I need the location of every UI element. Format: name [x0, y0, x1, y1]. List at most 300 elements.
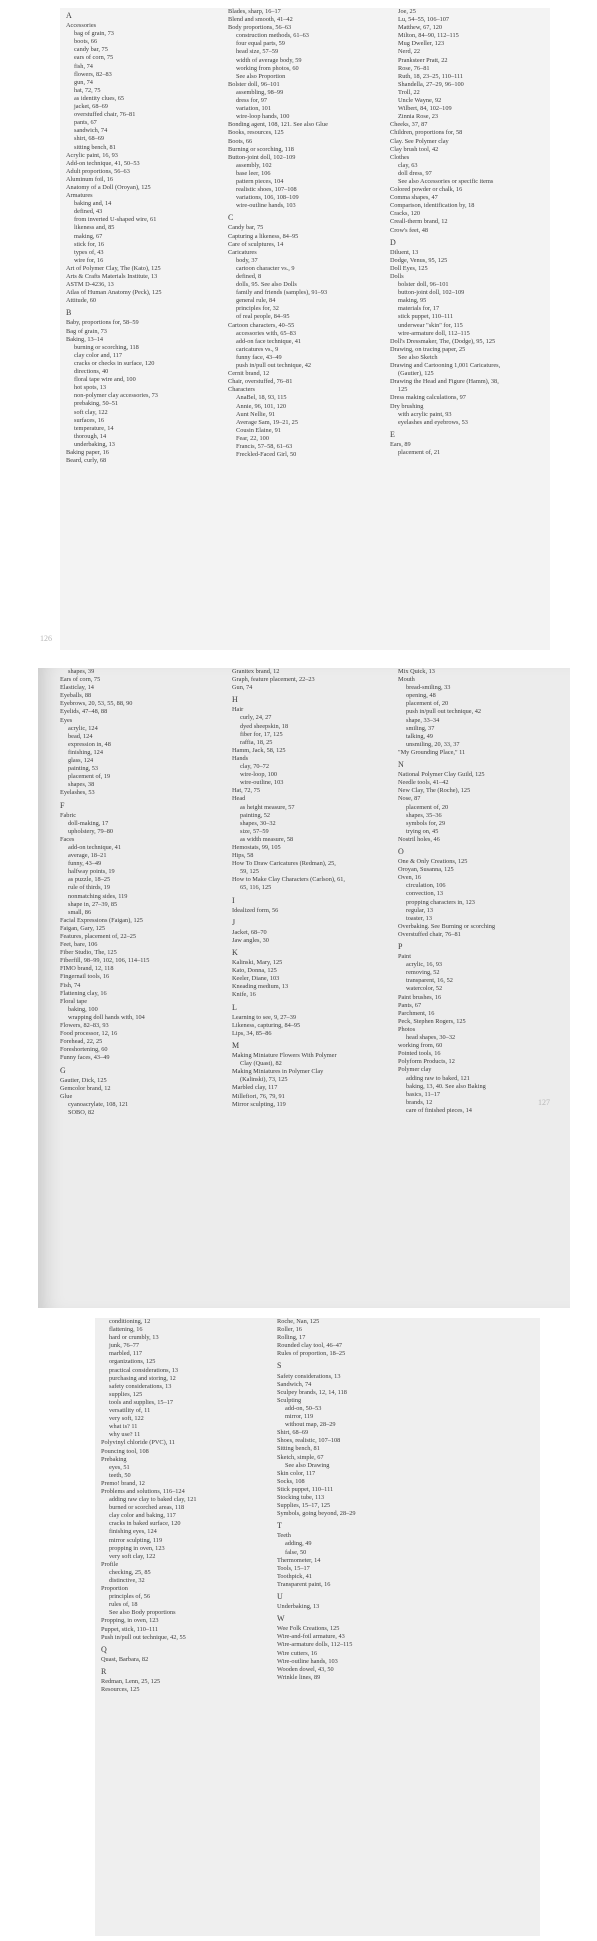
index-subentry: Milton, 84–90, 112–115 — [398, 32, 459, 40]
index-entry: Creall-therm brand, 12 — [390, 218, 448, 226]
index-entry: Problems and solutions, 116–124 — [101, 1487, 185, 1495]
index-page-126 — [40, 8, 550, 650]
index-subentry: toaster, 13 — [406, 914, 432, 922]
index-letter-heading: L — [232, 1002, 237, 1012]
index-subentry: accessories with, 65–83 — [236, 329, 296, 337]
index-entry: Blend and smooth, 41–42 — [228, 16, 293, 24]
index-entry: Hair — [232, 706, 244, 714]
index-column — [232, 668, 345, 1109]
index-entry: Burning or scorching, 118 — [228, 145, 294, 153]
index-subentry: regular, 13 — [406, 906, 434, 914]
index-entry: Eyelashes, 53 — [60, 789, 95, 797]
index-subentry: Nerd, 22 — [398, 48, 421, 56]
index-entry: Gautier, Dick, 125 — [60, 1076, 107, 1084]
index-letter-heading: K — [232, 948, 238, 957]
index-column — [60, 668, 149, 1117]
index-subentry: cracks or checks in surface, 120 — [74, 359, 155, 367]
index-entry: Peck, Stephen Rogers, 125 — [398, 1017, 466, 1025]
index-subentry: mirror sculpting, 119 — [109, 1536, 163, 1544]
index-entry: Pointed tools, 16 — [398, 1050, 441, 1058]
index-entry: Supplies, 15–17, 125 — [277, 1502, 331, 1510]
index-entry: Sitting bench, 81 — [277, 1445, 320, 1453]
index-entry: Books, resources, 125 — [228, 129, 284, 137]
index-subentry: Rose, 76–81 — [398, 64, 430, 72]
index-subentry: versatility of, 11 — [109, 1407, 151, 1415]
index-entry: Puppet, stick, 110–111 — [101, 1625, 159, 1633]
index-subentry: organizations, 125 — [109, 1358, 156, 1366]
index-entry: Ears of corn, 75 — [60, 676, 101, 684]
index-entry: Clothes — [390, 153, 410, 161]
index-subentry: checking, 25, 85 — [109, 1568, 151, 1576]
index-entry: Eyelids, 47–48, 88 — [60, 708, 108, 716]
index-entry: Underbaking, 13 — [277, 1603, 320, 1611]
index-subentry: jacket, 68–69 — [74, 103, 108, 111]
index-entry: Boots, 66 — [228, 137, 253, 145]
index-subentry: very soft clay, 122 — [109, 1552, 156, 1560]
index-subentry: as identity clues, 65 — [74, 94, 125, 102]
index-letter-heading: Q — [101, 1644, 107, 1654]
index-subentry: placement of, 20 — [406, 803, 449, 811]
index-subentry: dress for, 97 — [236, 97, 268, 105]
index-subentry: doll dress, 97 — [398, 169, 432, 177]
index-entry: Pants, 67 — [398, 1001, 422, 1009]
index-letter-heading: A — [66, 11, 72, 20]
index-entry: Polymer clay — [398, 1066, 432, 1074]
index-subentry: burning or scorching, 118 — [74, 343, 139, 351]
index-subentry: variations, 106, 108–109 — [236, 194, 299, 202]
index-subentry: talking, 49 — [406, 732, 433, 740]
index-entry: Bolster doll, 96–101 — [228, 80, 280, 88]
index-entry: Colored powder or chalk, 16 — [390, 186, 463, 194]
index-entry: Capturing a likeness, 84–95 — [228, 232, 299, 240]
index-entry: Photos — [398, 1025, 416, 1033]
index-entry: Cernit brand, 12 — [228, 370, 270, 378]
index-subentry: shirt, 68–69 — [74, 135, 105, 143]
index-subentry: assembly, 102 — [236, 161, 272, 169]
index-subentry: funny face, 43–49 — [236, 353, 282, 361]
index-subentry: Freckled-Faced Girl, 50 — [236, 451, 297, 459]
index-entry: Jacket, 68–70 — [232, 928, 267, 936]
index-subentry: wire-loop, 100 — [240, 771, 278, 779]
index-column — [277, 1318, 356, 1682]
index-subentry: underwear "skin" for, 115 — [398, 321, 463, 329]
index-entry: Sandwich, 74 — [277, 1380, 312, 1388]
index-subentry: clay color and baking, 117 — [109, 1512, 176, 1520]
index-subentry: junk, 76–77 — [109, 1342, 140, 1350]
index-entry: Polyvinyl chloride (PVC), 11 — [101, 1439, 175, 1447]
index-subentry: hot spots, 13 — [74, 384, 107, 392]
index-entry: Roller, 16 — [277, 1326, 302, 1334]
index-subentry: caricatures vs., 9 — [236, 345, 279, 353]
index-subentry: bread-smiling, 33 — [406, 684, 451, 692]
index-entry: Flowers, 82–83, 93 — [60, 1022, 109, 1030]
index-entry: Hemostats, 99, 105 — [232, 843, 281, 851]
index-entry: Learning to see, 9, 27–39 — [232, 1013, 297, 1021]
index-subentry: transparent, 16, 52 — [406, 977, 453, 985]
index-entry: Acrylic paint, 16, 93 — [66, 151, 118, 159]
index-entry: Clay. See Polymer clay — [390, 137, 449, 145]
index-entry: Drawing, on tracing paper, 25 — [390, 345, 466, 353]
index-column — [390, 8, 500, 457]
index-subentry: boots, 66 — [74, 38, 98, 46]
index-subentry: materials for, 17 — [398, 305, 440, 313]
index-subentry: ears of corn, 75 — [74, 54, 114, 62]
index-subentry: prebaking, 50–51 — [74, 400, 119, 408]
index-subentry: why use? 11 — [109, 1431, 141, 1439]
index-entry: Baby, proportions for, 58–59 — [66, 319, 139, 327]
index-subentry: clay, 70–72 — [240, 763, 269, 771]
index-entry: Premo! brand, 12 — [101, 1479, 145, 1487]
index-entry: Fingernail tools, 16 — [60, 973, 110, 981]
index-subentry: smiling, 37 — [406, 724, 435, 732]
index-letter-heading: C — [228, 213, 234, 223]
index-entry: Cheeks, 37, 87 — [390, 121, 428, 129]
index-subentry: purchasing and storing, 12 — [109, 1374, 176, 1382]
index-subentry: tools and supplies, 15–17 — [109, 1398, 174, 1406]
index-subentry: See also Proportion — [236, 72, 286, 80]
index-entry: Faces — [60, 835, 75, 843]
index-subentry: construction methods, 61–63 — [236, 32, 309, 40]
index-subentry: working from photos, 60 — [236, 64, 299, 72]
index-subentry: temperature, 14 — [74, 424, 114, 432]
index-entry: Cracks, 120 — [390, 210, 421, 218]
index-entry: Eyeballs, 88 — [60, 692, 92, 700]
index-entry: Nose, 87 — [398, 795, 421, 803]
index-subentry: head shapes, 30–32 — [406, 1034, 456, 1042]
index-subentry: bag of grain, 73 — [74, 30, 114, 38]
index-subentry: funny, 43–49 — [68, 860, 102, 868]
index-subentry: Aunt Nellie, 91 — [236, 410, 275, 418]
index-entry: Kato, Donna, 125 — [232, 967, 277, 975]
index-entry: New Clay, The (Roche), 125 — [398, 787, 471, 795]
index-entry: Push in/pull out technique, 42, 55 — [101, 1633, 186, 1641]
index-subentry: clay color and, 117 — [74, 351, 123, 359]
index-subentry: shape in, 27–39, 85 — [68, 900, 118, 908]
index-entry: Sketch, simple, 67 — [277, 1453, 324, 1461]
index-subentry: convection, 13 — [406, 890, 444, 898]
index-subentry: width of average body, 59 — [236, 56, 302, 64]
index-entry: Hat, 72, 75 — [232, 787, 260, 795]
index-subentry: types of, 43 — [74, 248, 104, 256]
index-entry: Anatomy of a Doll (Oroyan), 125 — [66, 183, 151, 191]
index-subentry: Joe, 25 — [398, 8, 416, 15]
index-subentry: four equal parts, 59 — [236, 40, 285, 48]
index-entry: Knife, 16 — [232, 991, 256, 999]
index-subentry: finishing eyes, 124 — [109, 1528, 157, 1536]
index-subentry: distinctive, 32 — [109, 1577, 145, 1584]
index-entry: Making Miniatures in Polymer Clay — [232, 1068, 324, 1076]
index-subentry: shapes, 30–32 — [240, 819, 276, 827]
index-entry: Accessories — [66, 22, 97, 30]
index-subentry: placement of, 19 — [68, 773, 111, 781]
index-subentry: circulation, 106 — [406, 882, 446, 890]
index-subentry: mirror, 119 — [285, 1413, 314, 1421]
index-entry: Stick puppet, 110–111 — [277, 1485, 334, 1493]
index-entry: Wooden dowel, 43, 50 — [277, 1665, 334, 1673]
index-entry: Dry brushing — [390, 402, 424, 410]
index-subentry: propping in oven, 123 — [109, 1544, 165, 1552]
index-subentry: See also Accessories or specific items — [398, 177, 494, 185]
index-subentry: gun, 74 — [74, 78, 93, 86]
index-letter-heading: P — [398, 942, 403, 951]
index-letter-heading: U — [277, 1592, 283, 1601]
index-entry: Fiberfill, 98–99, 102, 106, 114–115 — [60, 957, 150, 965]
index-entry: Prebaking — [101, 1455, 127, 1463]
index-entry: Skin color, 117 — [277, 1469, 316, 1477]
index-letter-heading: D — [390, 237, 396, 247]
index-subentry: nonmatching sides, 119 — [68, 892, 128, 900]
index-subentry: supplies, 125 — [109, 1390, 143, 1398]
index-subentry: doll-making, 17 — [68, 819, 109, 827]
index-entry: Blades, sharp, 16–17 — [228, 8, 281, 15]
index-entry: Mirror sculpting, 119 — [232, 1100, 286, 1108]
index-subentry: shape, 33–34 — [406, 716, 440, 724]
index-entry: Pouncing tool, 108 — [101, 1447, 149, 1455]
index-subentry: directions, 40 — [74, 368, 109, 376]
index-letter-heading: S — [277, 1361, 282, 1371]
index-subentry: realistic shoes, 107–108 — [236, 186, 297, 194]
index-subentry: hard or crumbly, 13 — [109, 1334, 159, 1342]
index-subentry: rules of, 18 — [109, 1601, 138, 1609]
index-subentry: stick for, 16 — [74, 240, 105, 248]
index-entry: Hamm, Jack, 58, 125 — [232, 746, 286, 754]
index-entry: Atlas of Human Anatomy (Peck), 125 — [66, 289, 162, 297]
index-entry: Art of Polymer Clay, The (Kato), 125 — [66, 264, 161, 272]
index-subentry: acrylic, 16, 93 — [406, 961, 443, 969]
index-entry: Graph, feature placement, 22–23 — [232, 676, 315, 684]
index-letter-heading: B — [66, 308, 72, 318]
index-entry: How to Make Clay Characters (Carlson), 61, — [232, 876, 345, 884]
index-subentry: as width measure, 58 — [240, 835, 294, 843]
index-subentry: dyed sheepskin, 18 — [240, 722, 289, 730]
index-subentry: cyanoacrylate, 108, 121 — [68, 1100, 129, 1108]
index-subentry: shapes, 39 — [68, 668, 95, 675]
index-subentry: false, 50 — [285, 1548, 307, 1556]
index-subentry: eyelashes and eyebrows, 53 — [398, 418, 468, 426]
index-entry: Forehead, 22, 25 — [60, 1038, 103, 1046]
index-subentry: principles of, 56 — [109, 1593, 151, 1601]
index-subentry: painting, 53 — [68, 765, 99, 773]
index-subentry: bead, 124 — [68, 732, 93, 740]
index-subentry: Cousin Elaine, 91 — [236, 426, 281, 434]
index-subentry: Fear, 22, 100 — [236, 434, 269, 442]
index-subentry: baking, 13, 40. See also Baking — [406, 1082, 486, 1090]
index-entry: Profile — [101, 1560, 119, 1568]
index-entry: Eyebrows, 20, 53, 55, 88, 90 — [60, 700, 133, 708]
index-entry: Faigan, Gary, 125 — [60, 924, 106, 932]
index-subentry: brands, 12 — [406, 1098, 433, 1106]
index-entry: Wire-armature dolls, 112–115 — [277, 1641, 353, 1649]
index-subentry: base leer, 106 — [236, 169, 271, 177]
index-entry: Foreshortening, 60 — [60, 1046, 108, 1054]
index-subentry: very soft, 122 — [109, 1415, 144, 1423]
index-entry: Rolling, 17 — [277, 1334, 306, 1342]
index-subentry: flowers, 82–83 — [74, 70, 112, 78]
index-entry: Feet, bare, 106 — [60, 941, 98, 949]
index-subentry: adding raw to baked, 121 — [406, 1074, 470, 1082]
index-subentry: average, 18–21 — [68, 852, 107, 860]
index-subentry: halfway points, 19 — [68, 868, 115, 876]
index-entry: Fabric — [60, 811, 77, 819]
index-entry: Shoes, realistic, 107–108 — [277, 1437, 341, 1445]
index-subentry: from inverted U-shaped wire, 61 — [74, 216, 157, 224]
index-entry: Rounded clay tool, 46–47 — [277, 1342, 343, 1350]
index-entry: Chair, overstuffed, 76–81 — [228, 378, 293, 386]
index-subentry: safety considerations, 13 — [109, 1382, 172, 1390]
index-subentry: placement of, 21 — [398, 448, 441, 456]
index-entry: Making Miniature Flowers With Polymer — [232, 1052, 337, 1060]
index-entry: Wrinkle lines, 89 — [277, 1673, 321, 1681]
index-subentry: propping characters in, 123 — [406, 898, 475, 906]
index-subentry: head size, 57–59 — [236, 48, 279, 56]
index-subentry: watercolor, 52 — [406, 985, 443, 993]
index-entry: Polyform Products, 12 — [398, 1058, 455, 1066]
index-entry: Adult proportions, 56–63 — [66, 167, 130, 175]
index-entry: Symbols, going beyond, 28–29 — [277, 1510, 356, 1518]
index-subentry: fiber for, 17, 125 — [240, 730, 283, 738]
index-subentry: dolls, 95. See also Dolls — [236, 281, 297, 289]
index-subentry: making, 67 — [74, 232, 103, 240]
index-subentry: fish, 74 — [74, 62, 93, 70]
index-subentry: practical considerations, 13 — [109, 1366, 179, 1374]
index-entry: Safety considerations, 13 — [277, 1372, 341, 1380]
index-subentry: family and friends (samples), 91–93 — [236, 289, 328, 297]
index-subentry: flattening, 16 — [109, 1326, 143, 1334]
index-column — [101, 1318, 197, 1694]
index-entry: Resources, 125 — [101, 1686, 140, 1694]
index-subentry: Troll, 22 — [398, 88, 420, 96]
index-entry: Floral tape — [60, 997, 88, 1005]
index-entry: Dodge, Venus, 95, 125 — [390, 256, 448, 264]
index-entry: FIMO brand, 12, 118 — [60, 965, 114, 973]
index-subentry: Francis, 57–58, 61–63 — [236, 442, 293, 450]
index-entry: Wee Folk Creations, 125 — [277, 1625, 340, 1633]
index-entry: Wire-and-foil armature, 43 — [277, 1633, 345, 1641]
index-entry: "My Grounding Place," 11 — [398, 748, 466, 756]
index-entry: Wire-outline hands, 103 — [277, 1657, 338, 1665]
index-subentry: conditioning, 12 — [109, 1318, 151, 1325]
index-subentry: marbled, 117 — [109, 1350, 142, 1358]
index-entry: Keeler, Diane, 103 — [232, 975, 280, 983]
index-entry: Facial Expressions (Faigan), 125 — [60, 916, 143, 924]
index-entry: Crow's feet, 48 — [390, 226, 429, 234]
index-subentry: adding raw clay to baked clay, 121 — [109, 1496, 197, 1504]
index-entry: Drawing and Cartooning 1,001 Caricatures, — [390, 362, 501, 370]
index-entry: Stocking tube, 113 — [277, 1493, 325, 1501]
index-entry: Rules of proportion, 18–25 — [277, 1350, 346, 1358]
index-entry: Lips, 34, 85–86 — [232, 1029, 272, 1037]
index-subentry: glass, 124 — [68, 757, 94, 765]
index-subentry: 125 — [398, 386, 408, 394]
index-entry: National Polymer Clay Guild, 125 — [398, 771, 485, 779]
index-subentry: baking, 100 — [68, 1005, 98, 1013]
index-subentry: See also Sketch — [398, 353, 438, 361]
index-subentry: assembling, 98–99 — [236, 88, 284, 96]
index-subentry: bolster doll, 96–101 — [398, 281, 449, 289]
index-entry: Clay brush tool, 42 — [390, 145, 439, 153]
index-entry: Sculpey brands, 12, 14, 118 — [277, 1388, 347, 1396]
index-letter-heading: T — [277, 1521, 282, 1531]
index-subentry: adding, 49 — [285, 1540, 312, 1548]
index-subentry: floral tape wire and, 100 — [74, 376, 136, 384]
index-entry: Shirt, 68–69 — [277, 1429, 309, 1437]
index-subentry: cartoon character vs., 9 — [236, 264, 295, 272]
index-subentry: surfaces, 16 — [74, 416, 105, 424]
index-entry: Likeness, capturing, 84–95 — [232, 1021, 301, 1029]
index-entry: Redman, Lenn, 25, 125 — [101, 1678, 161, 1686]
index-entry: Jaw angles, 30 — [232, 936, 269, 944]
index-entry: Bonding agent, 108, 121. See also Glue — [228, 121, 328, 129]
index-entry: Gun, 74 — [232, 684, 253, 692]
index-letter-heading: M — [232, 1040, 240, 1050]
index-letter-heading: G — [60, 1065, 66, 1075]
index-letter-heading: J — [232, 917, 236, 927]
index-entry: Overstuffed chair, 76–81 — [398, 930, 461, 938]
index-page-128 — [95, 1318, 540, 1936]
index-subentry: as height measure, 57 — [240, 803, 295, 811]
index-subentry: Annie, 96, 101, 120 — [236, 402, 287, 410]
index-entry: Arts & Crafts Materials Institute, 13 — [66, 273, 158, 280]
index-subentry: sandwich, 74 — [74, 127, 108, 135]
index-entry: Socks, 108 — [277, 1477, 305, 1485]
page-number: 126 — [40, 634, 52, 643]
index-entry: ASTM D-4236, 13 — [66, 281, 114, 289]
index-entry: Millefiori, 76, 79, 91 — [232, 1092, 285, 1100]
index-letter-heading: F — [60, 800, 65, 810]
index-entry: Oroyan, Susanna, 125 — [398, 866, 454, 874]
index-subentry: 65, 116, 125 — [240, 884, 272, 892]
index-subentry: Lu, 54–55, 106–107 — [398, 16, 450, 24]
index-entry: Doll Eyes, 125 — [390, 264, 428, 272]
index-subentry: add-on technique, 41 — [68, 843, 121, 851]
index-subentry: shapes, 35–36 — [406, 811, 442, 819]
index-letter-heading: H — [232, 695, 238, 705]
index-entry: Flattening clay, 16 — [60, 989, 107, 997]
index-entry: Baking paper, 16 — [66, 448, 109, 456]
index-entry: Quast, Barbara, 82 — [101, 1655, 149, 1663]
page-number: 127 — [538, 1098, 550, 1107]
index-entry: Kalinski, Mary, 125 — [232, 959, 283, 967]
index-subentry: See also Drawing — [285, 1461, 330, 1469]
index-entry: Propping, in oven, 123 — [101, 1617, 159, 1625]
index-subentry: curly, 24, 27 — [240, 714, 272, 722]
index-subentry: placement of, 20 — [406, 700, 449, 708]
index-subentry: soft clay, 122 — [74, 408, 108, 416]
index-entry: Fiber Studio, The, 125 — [60, 949, 117, 957]
index-entry: Granitex brand, 12 — [232, 668, 280, 675]
index-entry: Food processor, 12, 16 — [60, 1030, 118, 1038]
index-subentry: expression in, 48 — [68, 740, 111, 748]
index-entry: Cartoon characters, 40–55 — [228, 321, 295, 329]
index-subentry: defined, 43 — [74, 208, 103, 216]
index-entry: Overbaking. See Burning or scorching — [398, 922, 496, 930]
index-entry: Hips, 58 — [232, 852, 254, 860]
index-column — [398, 668, 495, 1115]
index-subentry: shapes, 38 — [68, 781, 95, 789]
index-subentry: stick puppet, 110–111 — [398, 313, 454, 321]
index-entry: Attitude, 60 — [66, 297, 97, 305]
index-subentry: opening, 48 — [406, 692, 436, 700]
index-subentry: removing, 52 — [406, 969, 440, 977]
index-subentry: Clay (Quast), 82 — [240, 1060, 282, 1068]
index-subentry: wire-armature doll, 112–115 — [398, 329, 470, 337]
index-subentry: wire-outline, 103 — [240, 779, 284, 787]
index-subentry: burned or scorched areas, 118 — [109, 1504, 185, 1512]
index-subentry: likeness and, 85 — [74, 224, 115, 232]
index-subentry: symbols for, 29 — [406, 819, 446, 827]
index-subentry: with acrylic paint, 93 — [398, 410, 452, 418]
index-entry: Funny faces, 43–49 — [60, 1054, 110, 1062]
